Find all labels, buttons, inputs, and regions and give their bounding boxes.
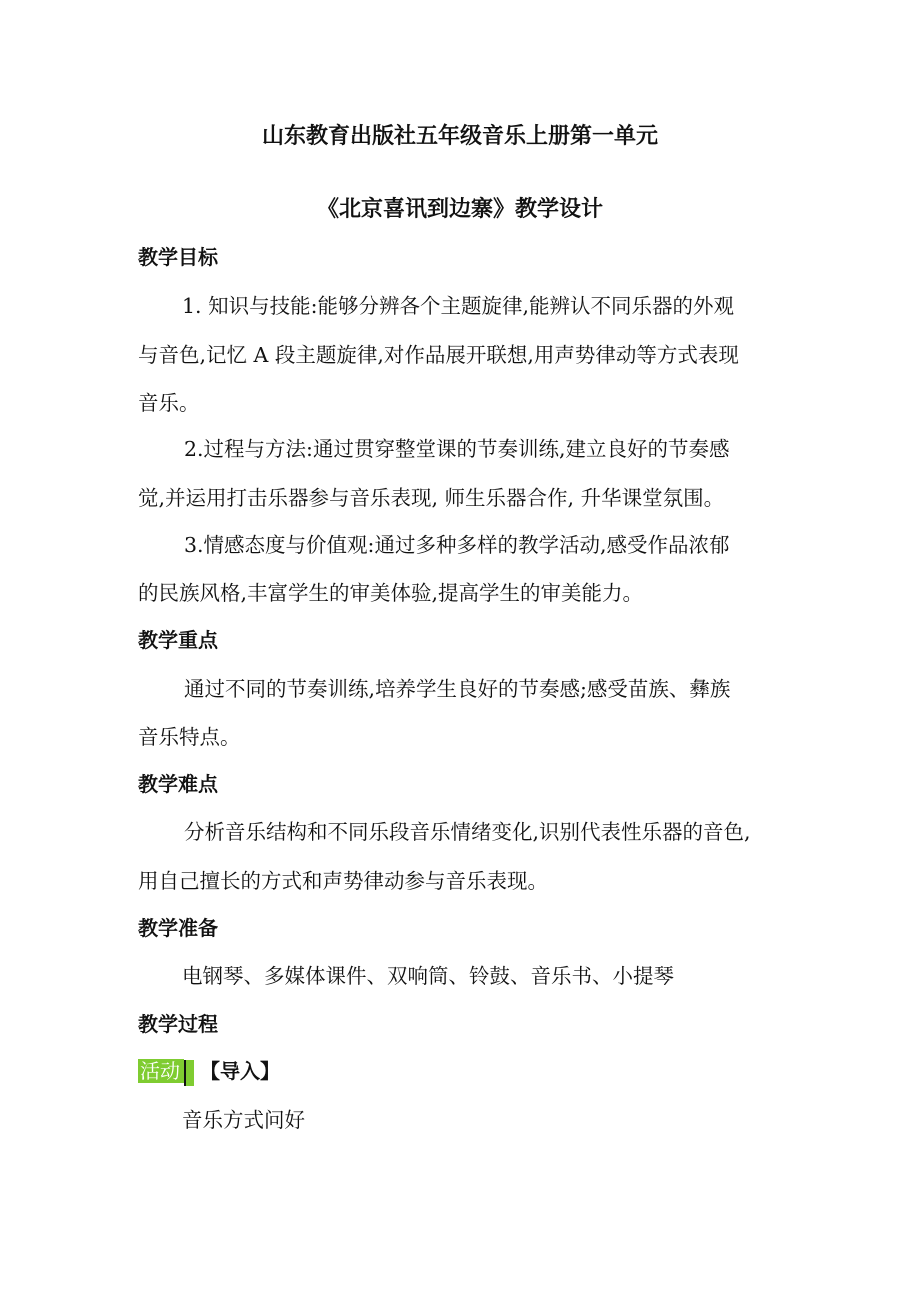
objective1-line3: 音乐。 [138, 391, 200, 415]
activity-body: 音乐方式问好 [182, 1108, 305, 1132]
objective1-line2: 与音色,记忆 A 段主题旋律,对作品展开联想,用声势律动等方式表现 [138, 343, 739, 367]
difficulties-line1: 分析音乐结构和不同乐段音乐情绪变化,识别代表性乐器的音色, [184, 820, 751, 844]
difficulties-line2: 用自己擅长的方式和声势律动参与音乐表现。 [138, 869, 548, 893]
keypoints-heading: 教学重点 [138, 628, 218, 652]
objective2-line1: 2.过程与方法:通过贯穿整堂课的节奏训练,建立良好的节奏感 [184, 437, 730, 461]
keypoints-line1: 通过不同的节奏训练,培养学生良好的节奏感;感受苗族、彝族 [184, 677, 731, 701]
activity-line [138, 1056, 280, 1086]
activity-tag: 活动 [138, 1059, 184, 1083]
keypoints-line2: 音乐特点。 [138, 725, 241, 749]
objective2-line2: 觉,并运用打击乐器参与音乐表现, 师生乐器合作, 升华课堂氛围。 [138, 486, 725, 510]
objective3-line1: 3.情感态度与价值观:通过多种多样的教学活动,感受作品浓郁 [184, 533, 730, 557]
document-title-line1: 山东教育出版社五年级音乐上册第一单元 [261, 123, 658, 149]
activity-tag-marker [184, 1060, 194, 1086]
document-title-line2: 《北京喜讯到边寨》教学设计 [316, 196, 603, 222]
objective3-line2: 的民族风格,丰富学生的审美体验,提高学生的审美能力。 [138, 581, 644, 605]
difficulties-heading: 教学难点 [138, 772, 218, 796]
preparation-line1: 电钢琴、多媒体课件、双响筒、铃鼓、音乐书、小提琴 [182, 964, 674, 988]
objectives-heading: 教学目标 [138, 245, 218, 269]
process-heading: 教学过程 [138, 1012, 218, 1036]
objective1-line1: 1. 知识与技能:能够分辨各个主题旋律,能辨认不同乐器的外观 [182, 294, 734, 318]
preparation-heading: 教学准备 [138, 916, 218, 940]
activity-title: 【导入】 [200, 1059, 280, 1083]
